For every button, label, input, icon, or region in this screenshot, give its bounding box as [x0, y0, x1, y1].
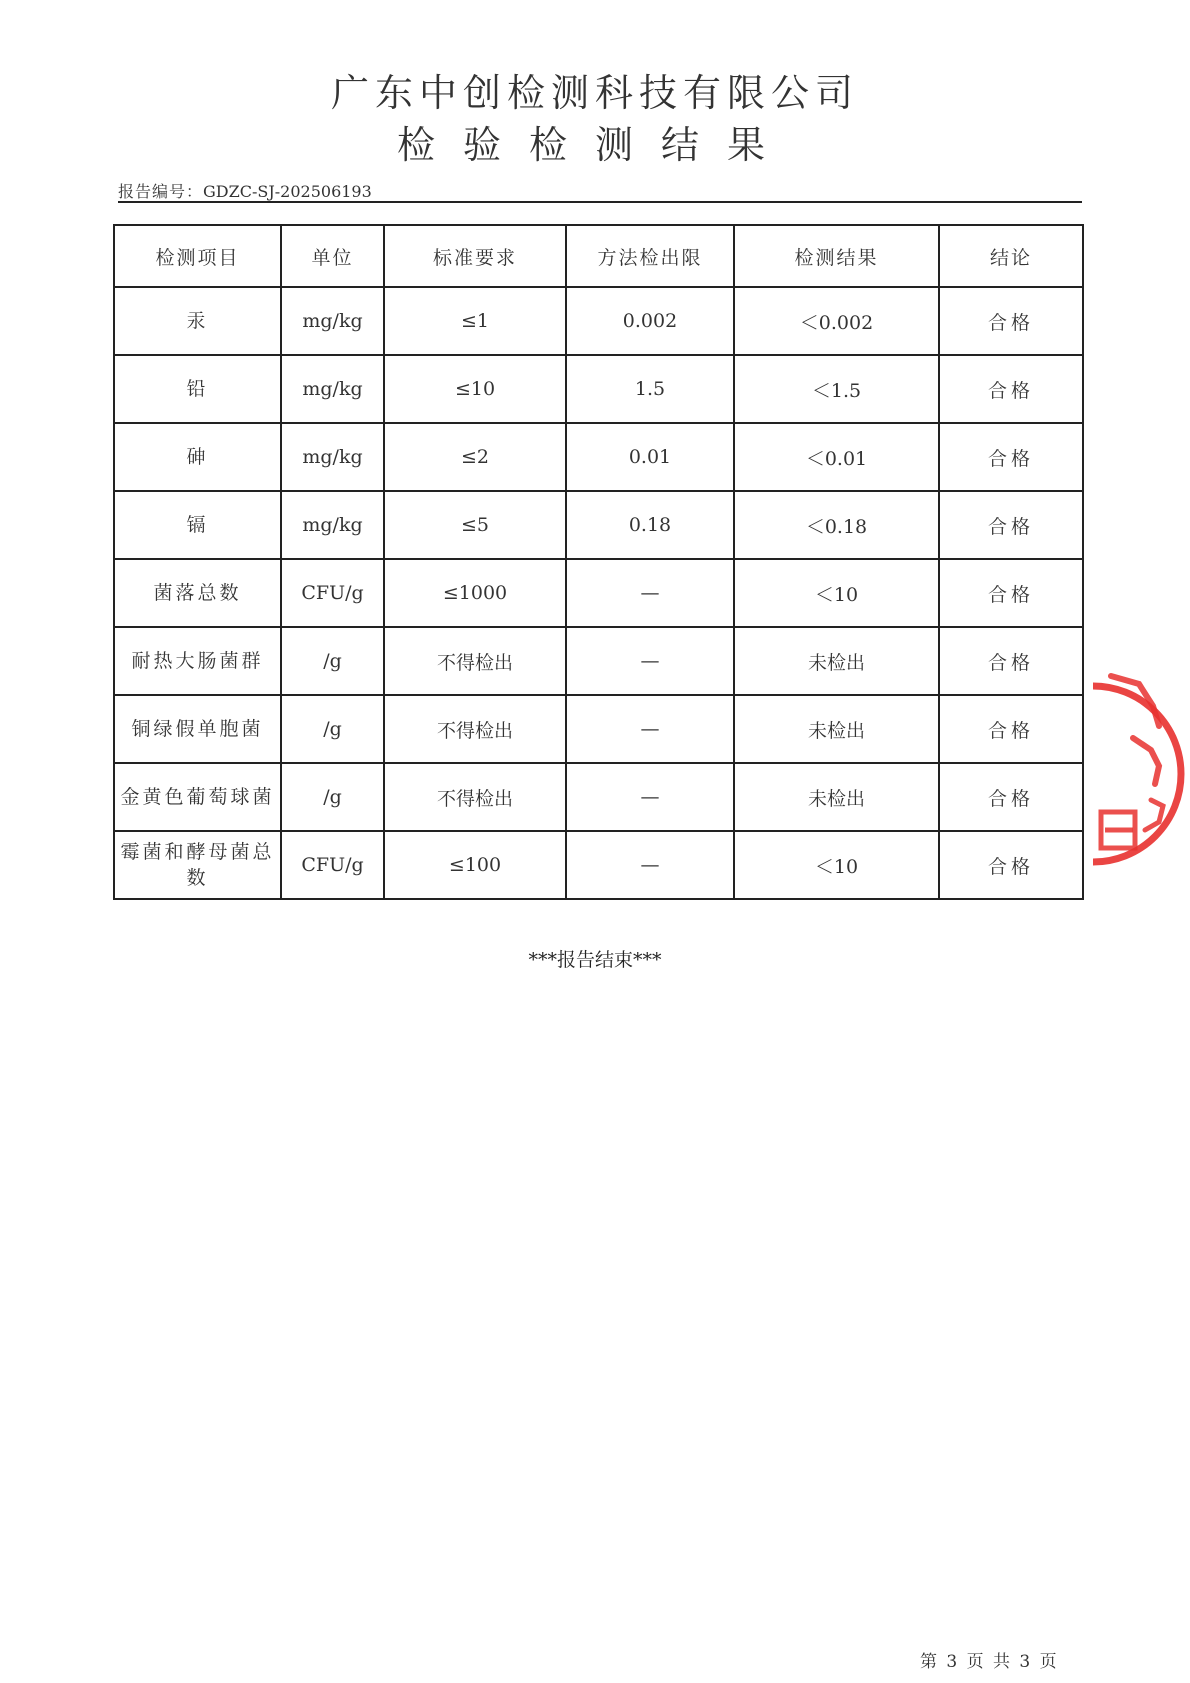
- test-item: 汞: [114, 287, 281, 355]
- test-item: 金黄色葡萄球菌: [114, 763, 281, 831]
- table-row: [114, 627, 1083, 695]
- company-title: 广东中创检测科技有限公司: [330, 71, 859, 115]
- unit-cell: mg/kg: [281, 287, 384, 355]
- result-cell: ＜0.01: [734, 423, 939, 491]
- column-header: 标准要求: [384, 225, 566, 287]
- report-number-value: GDZC-SJ-202506193: [203, 182, 372, 201]
- detection-limit-cell: —: [566, 695, 734, 763]
- table-row: [114, 423, 1083, 491]
- test-item: 砷: [114, 423, 281, 491]
- unit-cell: CFU/g: [281, 831, 384, 899]
- table-row: [114, 559, 1083, 627]
- table-row: [114, 287, 1083, 355]
- report-end-marker: ***报告结束***: [528, 949, 662, 971]
- header-divider: [118, 201, 1082, 203]
- unit-cell: CFU/g: [281, 559, 384, 627]
- verdict-cell: 合格: [939, 491, 1083, 559]
- verdict-cell: 合格: [939, 287, 1083, 355]
- table-row: [114, 695, 1083, 763]
- column-header: 方法检出限: [566, 225, 734, 287]
- unit-cell: /g: [281, 763, 384, 831]
- column-header: 检测结果: [734, 225, 939, 287]
- result-cell: ＜1.5: [734, 355, 939, 423]
- table-header-row: [114, 225, 1083, 287]
- detection-limit-cell: —: [566, 763, 734, 831]
- detection-limit-cell: —: [566, 831, 734, 899]
- column-header: 单位: [281, 225, 384, 287]
- standard-cell: ≤10: [384, 355, 566, 423]
- seal-text-arc-1: [1111, 676, 1159, 726]
- test-item: 菌落总数: [114, 559, 281, 627]
- verdict-cell: 合格: [939, 355, 1083, 423]
- report-title: 检验检测结果: [396, 123, 793, 167]
- column-header: 结论: [939, 225, 1083, 287]
- standard-cell: 不得检出: [384, 695, 566, 763]
- result-cell: 未检出: [734, 695, 939, 763]
- standard-cell: ≤1000: [384, 559, 566, 627]
- test-item: 镉: [114, 491, 281, 559]
- results-table: [113, 224, 1084, 900]
- standard-cell: ≤5: [384, 491, 566, 559]
- seal-text-arc-2: [1133, 738, 1159, 784]
- standard-cell: ≤1: [384, 287, 566, 355]
- verdict-cell: 合格: [939, 559, 1083, 627]
- detection-limit-cell: 1.5: [566, 355, 734, 423]
- result-cell: ＜0.002: [734, 287, 939, 355]
- verdict-cell: 合格: [939, 763, 1083, 831]
- detection-limit-cell: —: [566, 627, 734, 695]
- table-row: [114, 763, 1083, 831]
- column-header: 检测项目: [114, 225, 281, 287]
- verdict-cell: 合格: [939, 695, 1083, 763]
- result-cell: 未检出: [734, 763, 939, 831]
- standard-cell: 不得检出: [384, 627, 566, 695]
- page-number-footer: 第 3 页 共 3 页: [920, 1652, 1059, 1672]
- verdict-cell: 合格: [939, 831, 1083, 899]
- unit-cell: /g: [281, 695, 384, 763]
- unit-cell: mg/kg: [281, 491, 384, 559]
- company-seal-stamp: [1093, 654, 1190, 894]
- result-cell: 未检出: [734, 627, 939, 695]
- report-number: [118, 179, 372, 202]
- test-item: 铜绿假单胞菌: [114, 695, 281, 763]
- verdict-cell: 合格: [939, 423, 1083, 491]
- unit-cell: mg/kg: [281, 423, 384, 491]
- result-cell: ＜10: [734, 831, 939, 899]
- test-item: 耐热大肠菌群: [114, 627, 281, 695]
- result-cell: ＜10: [734, 559, 939, 627]
- table-row: [114, 355, 1083, 423]
- test-item: 霉菌和酵母菌总数: [114, 831, 281, 899]
- report-number-label: 报告编号：: [118, 182, 204, 201]
- result-cell: ＜0.18: [734, 491, 939, 559]
- standard-cell: ≤2: [384, 423, 566, 491]
- table-row: [114, 491, 1083, 559]
- detection-limit-cell: —: [566, 559, 734, 627]
- detection-limit-cell: 0.18: [566, 491, 734, 559]
- standard-cell: ≤100: [384, 831, 566, 899]
- test-item: 铅: [114, 355, 281, 423]
- detection-limit-cell: 0.002: [566, 287, 734, 355]
- verdict-cell: 合格: [939, 627, 1083, 695]
- standard-cell: 不得检出: [384, 763, 566, 831]
- unit-cell: mg/kg: [281, 355, 384, 423]
- detection-limit-cell: 0.01: [566, 423, 734, 491]
- table-row: [114, 831, 1083, 899]
- unit-cell: /g: [281, 627, 384, 695]
